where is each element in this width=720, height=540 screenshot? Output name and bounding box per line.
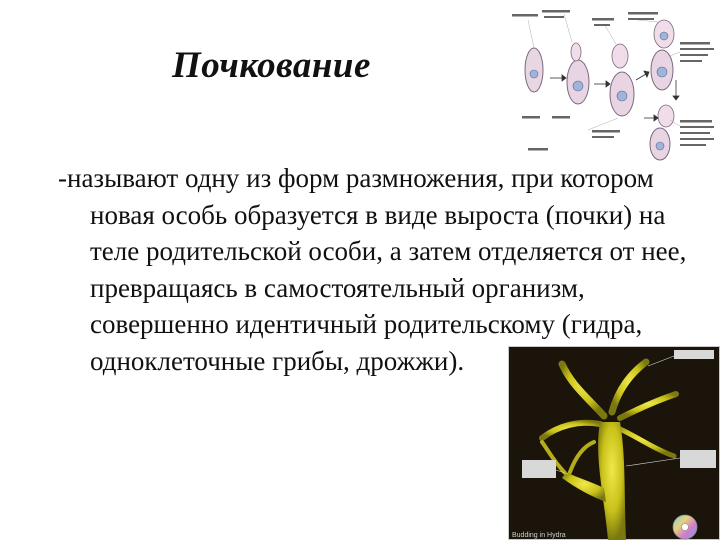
cd-disc-icon xyxy=(672,514,698,540)
yeast-cell-1 xyxy=(525,48,543,92)
slide-body-text: -называют одну из форм размножения, при котором новая особь образуется в виде выроста (почки) на теле родительской особи, а затем отделяется от нее, превращаясь в самостоятельный организм, совершенно идентичный родительскому (гидра, одноклеточные грибы, дрожжи). xyxy=(58,163,687,376)
hydra-caption: Budding in Hydra xyxy=(512,532,566,539)
yeast-budding-diagram-icon xyxy=(508,0,720,162)
slide-title: Почкование xyxy=(172,45,371,86)
hydra-photo-icon xyxy=(508,346,720,540)
